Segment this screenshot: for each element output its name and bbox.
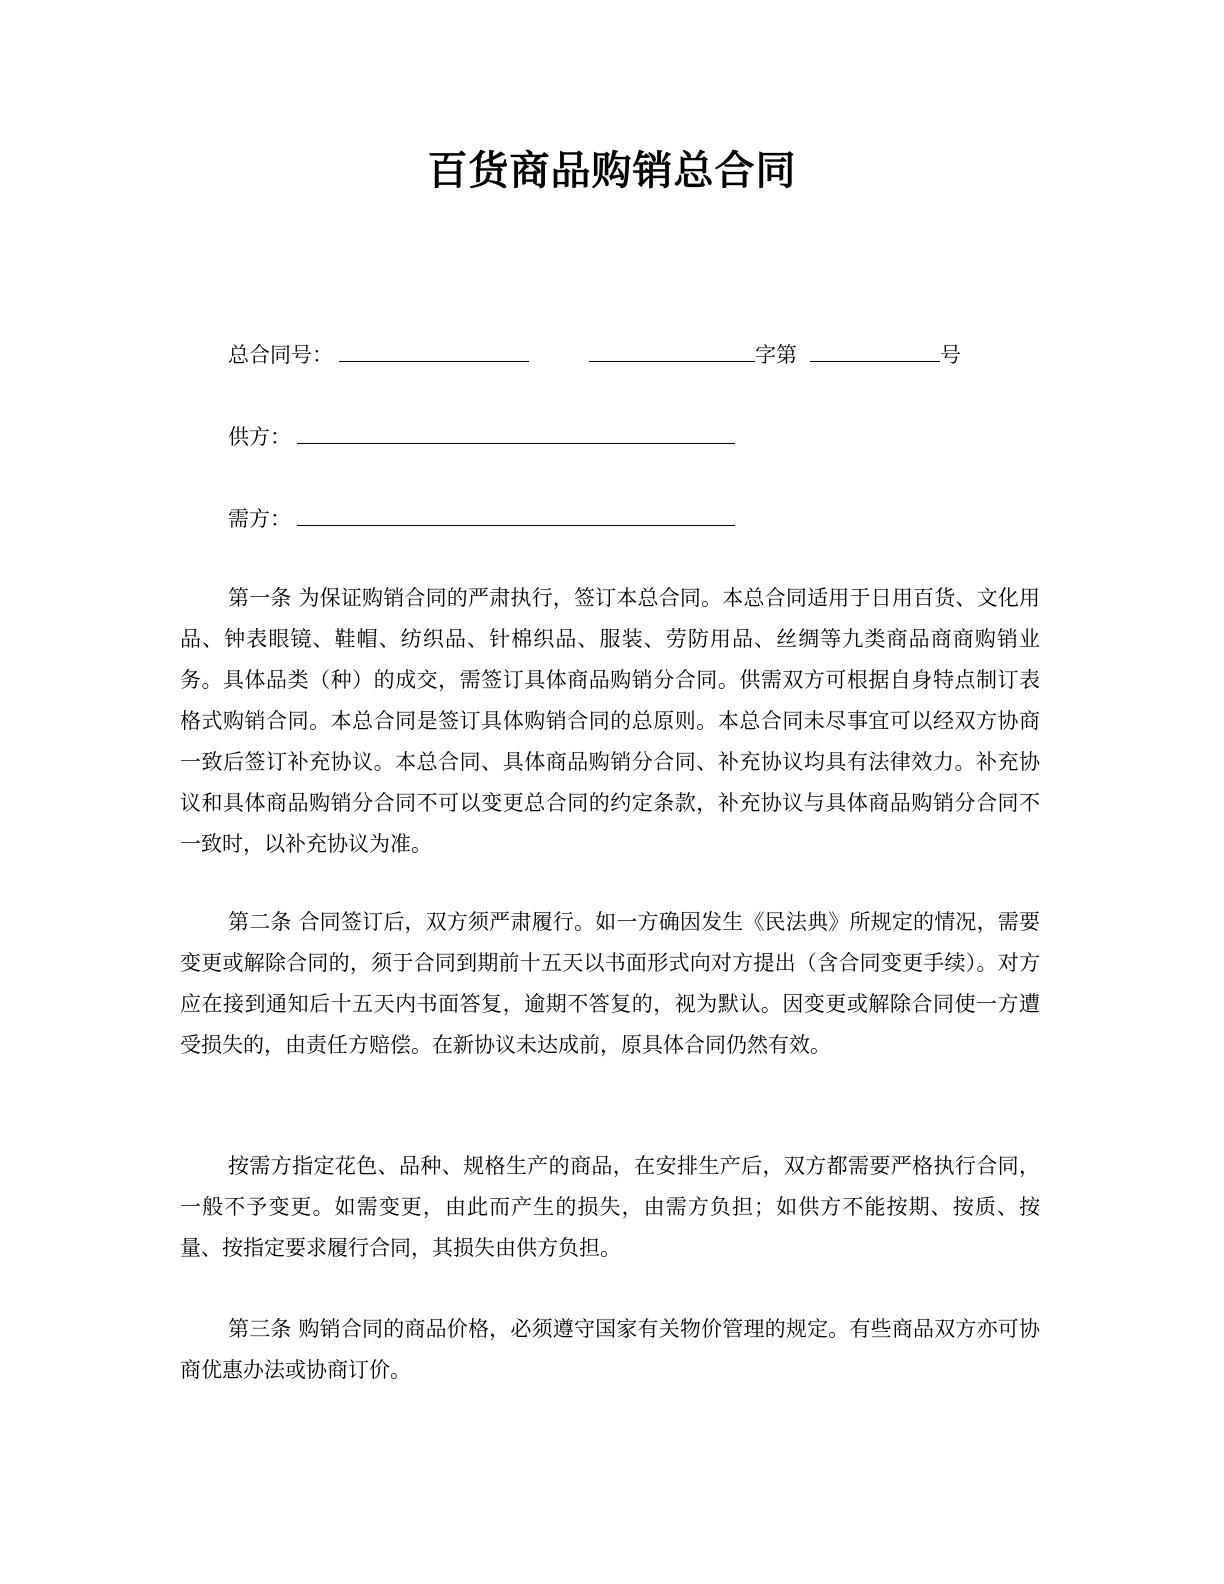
article-3-paragraph: 第三条 购销合同的商品价格，必须遵守国家有关物价管理的规定。有些商品双方亦可协商优惠办法或协商订价。 <box>180 1317 1040 1382</box>
article-2-paragraph: 第二条 合同签订后，双方须严肃履行。如一方确因发生《民法典》所规定的情况，需要变更或解除合同的，须于合同到期前十五天以书面形式向对方提出（含合同变更手续）。对方应在接到通知后十五天内书面答复，逾期不答复的，视为默认。因变更或解除合同使一方遭受损失的，由责任方赔偿。在新协议未达成前，原具体合同仍然有效。 <box>180 910 1040 1057</box>
document-title: 百货商品购销总合同 <box>427 148 797 194</box>
supplier-blank[interactable] <box>297 421 735 444</box>
supplier-label: 供方： <box>228 425 291 449</box>
buyer-blank[interactable] <box>297 503 735 526</box>
contract-prefix-blank[interactable] <box>589 339 755 362</box>
contract-number-blank[interactable] <box>339 339 529 362</box>
buyer-label: 需方： <box>228 507 291 531</box>
contract-serial-blank[interactable] <box>810 339 940 362</box>
contract-number-line <box>228 339 961 371</box>
buyer-line <box>228 503 735 535</box>
supplier-line <box>228 421 735 453</box>
article-1-paragraph: 第一条 为保证购销合同的严肃执行，签订本总合同。本总合同适用于日用百货、文化用品、钟表眼镜、鞋帽、纺织品、针棉织品、服装、劳防用品、丝绸等九类商品商商购销业务。具体品类（种）的成交，需签订具体商品购销分合同。供需双方可根据自身特点制订表格式购销合同。本总合同是签订具体购销合同的总原则。本总合同未尽事宜可以经双方协商一致后签订补充协议。本总合同、具体商品购销分合同、补充协议均具有法律效力。补充协议和具体商品购销分合同不可以变更总合同的约定条款，补充协议与具体商品购销分合同不一致时，以补充协议为准。 <box>180 586 1040 856</box>
article-2-supplement-paragraph: 按需方指定花色、品种、规格生产的商品，在安排生产后，双方都需要严格执行合同，一般不予变更。如需变更，由此而产生的损失，由需方负担；如供方不能按期、按质、按量、按指定要求履行合同，其损失由供方负担。 <box>180 1154 1040 1260</box>
zi-di-label: 字第 <box>755 343 797 367</box>
contract-number-label: 总合同号： <box>228 343 333 367</box>
hao-label: 号 <box>940 343 961 367</box>
